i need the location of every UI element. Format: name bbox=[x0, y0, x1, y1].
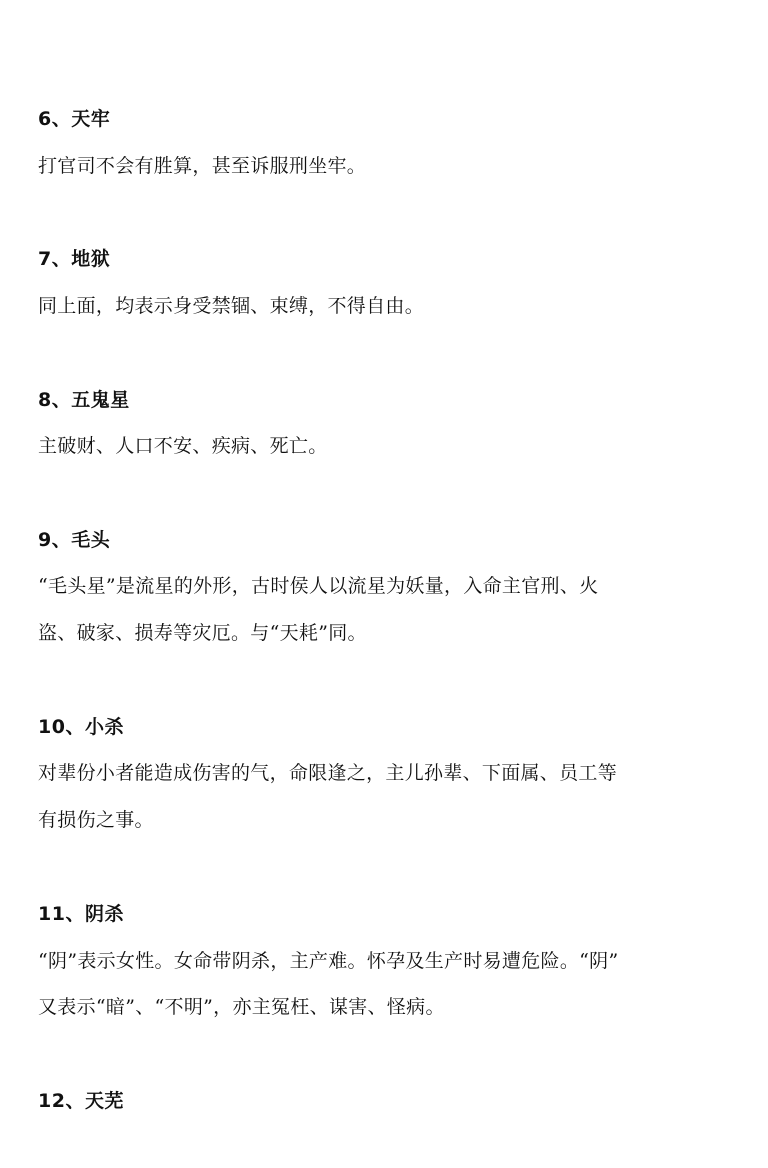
section-heading-10: 10、小杀 bbox=[38, 716, 124, 738]
section-text-9-line-1: “毛头星”是流星的外形，古时侯人以流星为妖量，入命主官刑、火 bbox=[38, 575, 599, 597]
section-heading-12: 12、天芜 bbox=[38, 1090, 124, 1112]
section-heading-9: 9、毛头 bbox=[38, 529, 111, 551]
section-heading-11: 11、阴杀 bbox=[38, 903, 124, 925]
section-text-8-line-1: 主破财、人口不安、疾病、死亡。 bbox=[38, 435, 328, 457]
section-text-7-line-1: 同上面，均表示身受禁锢、束缚，不得自由。 bbox=[38, 295, 425, 317]
section-text-10-line-1: 对辈份小者能造成伤害的气，命限逢之，主儿孙辈、下面属、员工等 bbox=[38, 762, 618, 784]
section-text-6-line-1: 打官司不会有胜算，甚至诉服刑坐牢。 bbox=[38, 155, 367, 177]
section-text-11-line-2: 又表示“暗”、“不明”，亦主冤枉、谋害、怪病。 bbox=[38, 996, 445, 1018]
section-heading-7: 7、地狱 bbox=[38, 248, 111, 270]
section-text-9-line-2: 盗、破家、损寿等灾厄。与“天耗”同。 bbox=[38, 622, 367, 644]
section-text-10-line-2: 有损伤之事。 bbox=[38, 809, 154, 831]
section-heading-8: 8、五鬼星 bbox=[38, 389, 130, 411]
section-text-11-line-1: “阴”表示女性。女命带阴杀，主产难。怀孕及生产时易遭危险。“阴” bbox=[38, 950, 619, 972]
section-heading-6: 6、天牢 bbox=[38, 108, 111, 130]
document-page bbox=[38, 0, 738, 1168]
